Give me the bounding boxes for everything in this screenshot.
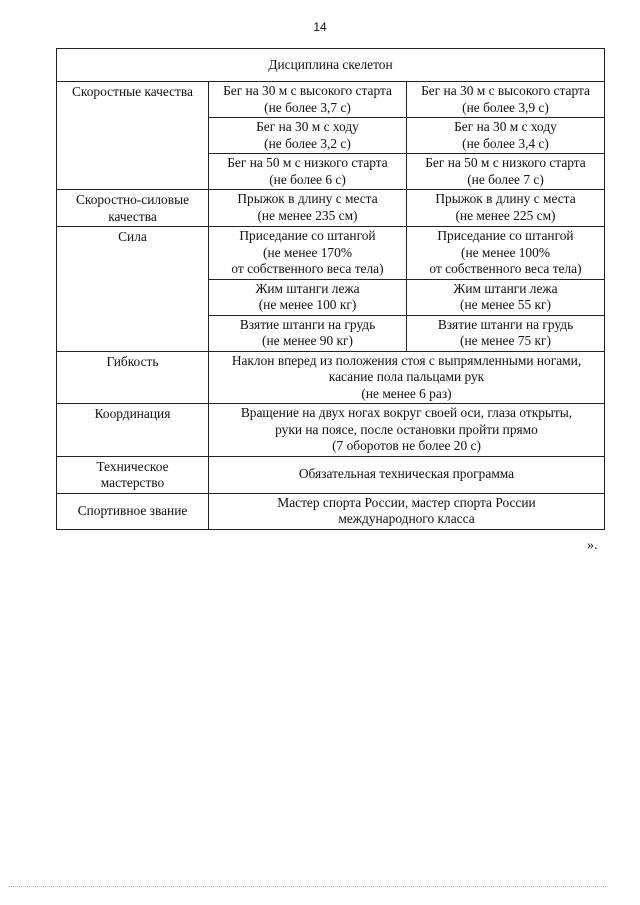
discipline-title: Дисциплина скелетон [57,49,605,82]
quality-coordination: Координация [57,404,209,457]
norm-men-cell: Бег на 50 м с низкого старта (не более 6 с) [209,154,407,190]
closing-quote: ». [587,538,598,553]
norm-men-cell: Жим штанги лежа (не менее 100 кг) [209,279,407,315]
table-row [57,190,605,227]
table-row [57,82,605,118]
norm-men-cell: Взятие штанги на грудь (не менее 90 кг) [209,315,407,351]
norm-shared-cell: Мастер спорта России, мастер спорта России международного класса [209,493,605,529]
table-row [57,227,605,280]
norm-shared-cell: Наклон вперед из положения стоя с выпрямленными ногами, касание пола пальцами рук (не менее 6 раз) [209,351,605,404]
quality-speed: Скоростные качества [57,82,209,190]
norm-women-cell: Приседание со штангой (не менее 100% от собственного веса тела) [407,227,605,280]
norm-men-cell: Бег на 30 м с ходу (не более 3,2 с) [209,118,407,154]
norm-women-cell: Взятие штанги на грудь (не менее 75 кг) [407,315,605,351]
norm-men-cell: Приседание со штангой (не менее 170% от собственного веса тела) [209,227,407,280]
norm-shared-cell: Обязательная техническая программа [209,456,605,493]
table-header-row [57,49,605,82]
table-row [57,404,605,457]
page-number: 14 [313,20,327,34]
table-row [57,493,605,529]
table-row [57,456,605,493]
quality-strength: Сила [57,227,209,352]
quality-speed-strength: Скоростно-силовые качества [57,190,209,227]
norm-men-cell: Прыжок в длину с места (не менее 235 см) [209,190,407,227]
quality-technique: Техническое мастерство [57,456,209,493]
norm-women-cell: Бег на 50 м с низкого старта (не более 7 с) [407,154,605,190]
norm-women-cell: Жим штанги лежа (не менее 55 кг) [407,279,605,315]
norm-women-cell: Бег на 30 м с высокого старта (не более 3,9 с) [407,82,605,118]
norm-shared-cell: Вращение на двух ногах вокруг своей оси, глаза открыты, руки на поясе, после остановки пройти прямо (7 оборотов не более 20 с) [209,404,605,457]
norm-women-cell: Прыжок в длину с места (не менее 225 см) [407,190,605,227]
quality-sport-title: Спортивное звание [57,493,209,529]
norm-men-cell: Бег на 30 м с высокого старта (не более 3,7 с) [209,82,407,118]
quality-flexibility: Гибкость [57,351,209,404]
scan-artifact-line [8,886,608,887]
standards-table [56,48,605,530]
norm-women-cell: Бег на 30 м с ходу (не более 3,4 с) [407,118,605,154]
table-row [57,351,605,404]
